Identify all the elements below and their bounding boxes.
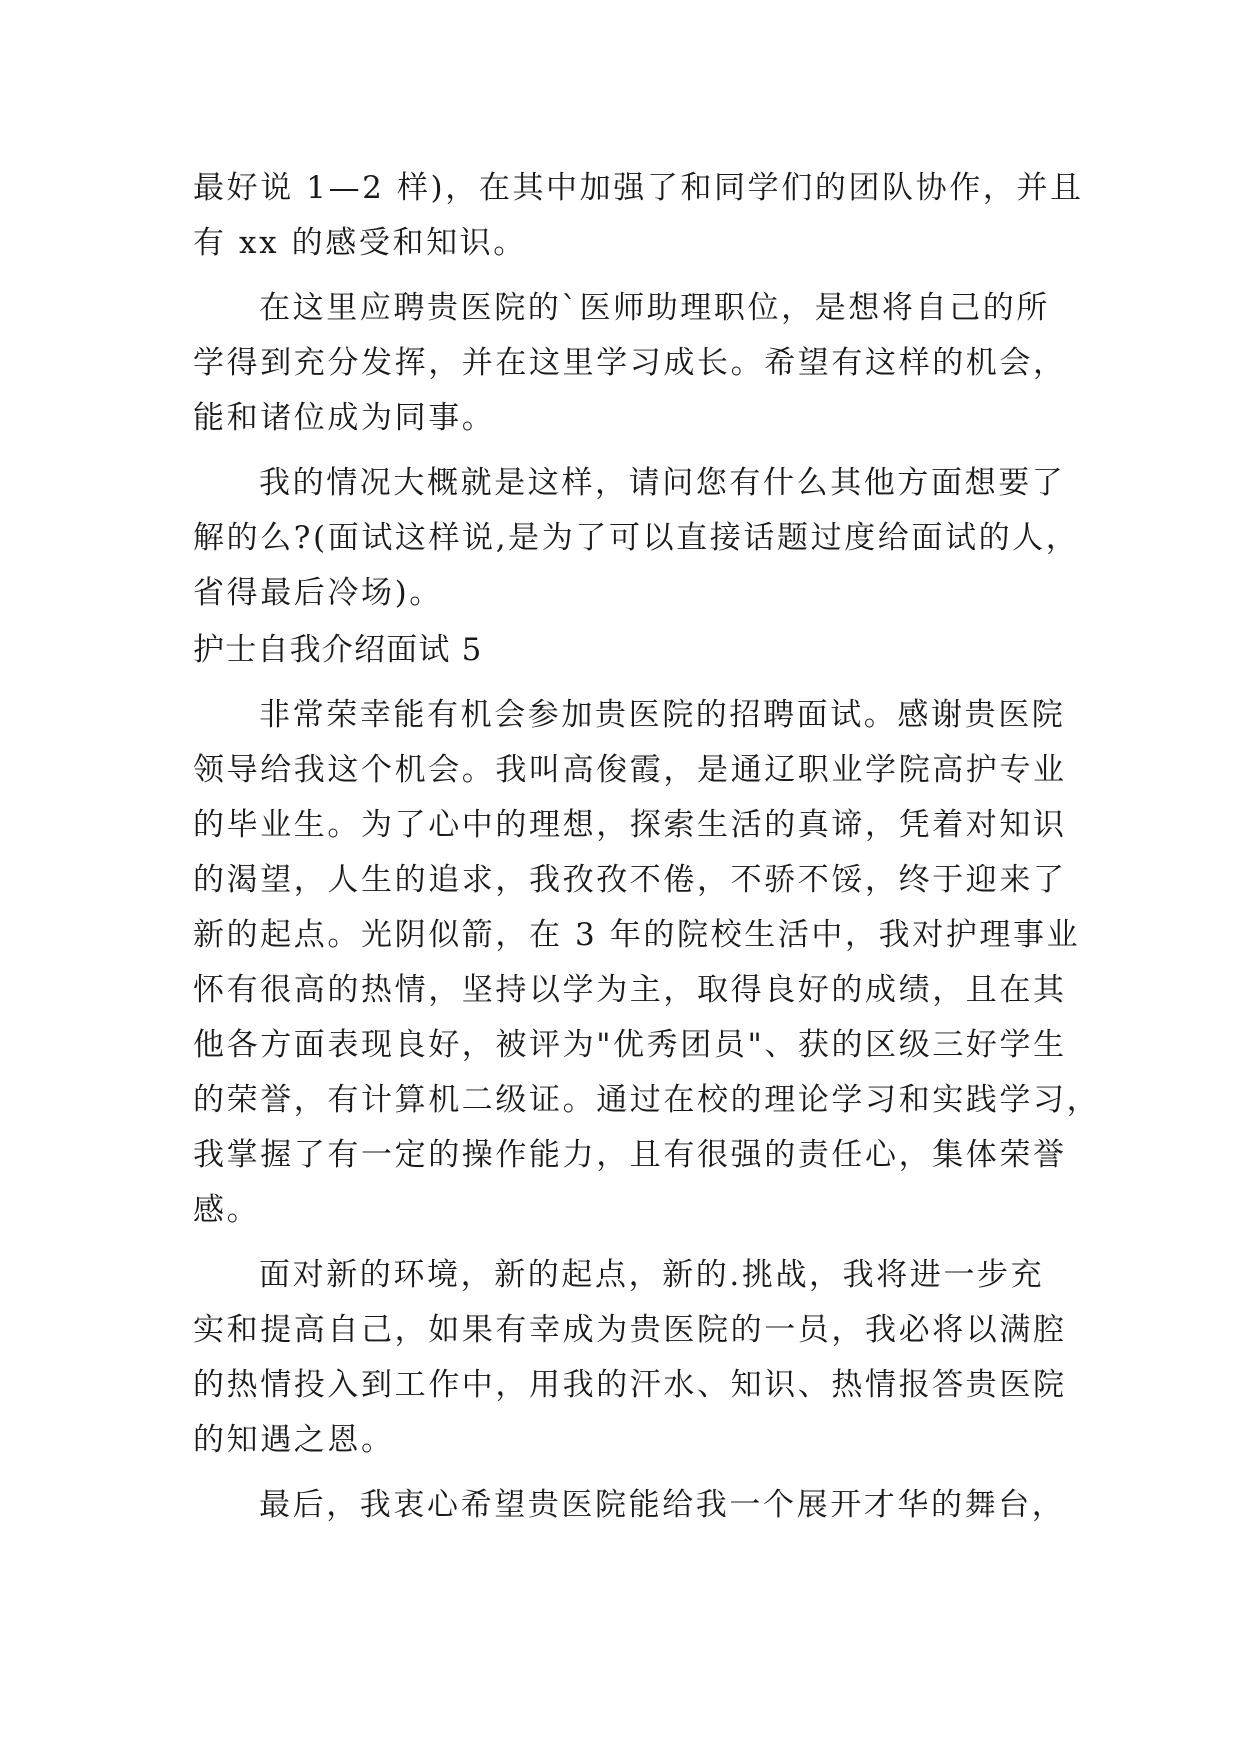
text-line: 解的么?(面试这样说,是为了可以直接话题过度给面试的人， [193, 520, 1080, 556]
text-line: 学得到充分发挥，并在这里学习成长。希望有这样的机会， [193, 345, 1067, 381]
paragraph-start-line: 面对新的环境，新的起点，新的.挑战，我将进一步充 [259, 1257, 1045, 1293]
text-line: 他各方面表现良好，被评为"优秀团员"、获的区级三好学生 [193, 1027, 1067, 1063]
paragraph-start-line: 最后，我衷心希望贵医院能给我一个展开才华的舞台， [259, 1487, 1066, 1523]
text-line: 感。 [193, 1192, 261, 1228]
text-line: 的热情投入到工作中，用我的汗水、知识、热情报答贵医院 [193, 1367, 1067, 1403]
text-line: 省得最后冷场)。 [193, 575, 443, 611]
text-line: 我掌握了有一定的操作能力，且有很强的责任心，集体荣誉 [193, 1137, 1067, 1173]
text-line: 实和提高自己，如果有幸成为贵医院的一员，我必将以满腔 [193, 1312, 1067, 1348]
paragraph-start-line: 在这里应聘贵医院的`医师助理职位，是想将自己的所 [259, 290, 1050, 326]
text-line: 新的起点。光阴似箭，在 3 年的院校生活中，我对护理事业 [193, 917, 1081, 953]
section-heading: 护士自我介绍面试 5 [193, 632, 483, 668]
text-line: 能和诸位成为同事。 [193, 400, 496, 436]
paragraph-start-line: 非常荣幸能有机会参加贵医院的招聘面试。感谢贵医院 [259, 697, 1066, 733]
text-line: 的知遇之恩。 [193, 1422, 395, 1458]
text-line: 最好说 1—2 样)，在其中加强了和同学们的团队协作，并且 [193, 170, 1084, 206]
text-line: 怀有很高的热情，坚持以学为主，取得良好的成绩，且在其 [193, 972, 1067, 1008]
text-line: 的荣誉，有计算机二级证。通过在校的理论学习和实践学习， [193, 1082, 1101, 1118]
text-line: 有 xx 的感受和知识。 [193, 225, 527, 261]
text-line: 领导给我这个机会。我叫高俊霞，是通辽职业学院高护专业 [193, 752, 1067, 788]
paragraph-start-line: 我的情况大概就是这样，请问您有什么其他方面想要了 [259, 465, 1066, 501]
text-line: 的渴望，人生的追求，我孜孜不倦，不骄不馁，终于迎来了 [193, 862, 1067, 898]
text-line: 的毕业生。为了心中的理想，探索生活的真谛，凭着对知识 [193, 807, 1067, 843]
